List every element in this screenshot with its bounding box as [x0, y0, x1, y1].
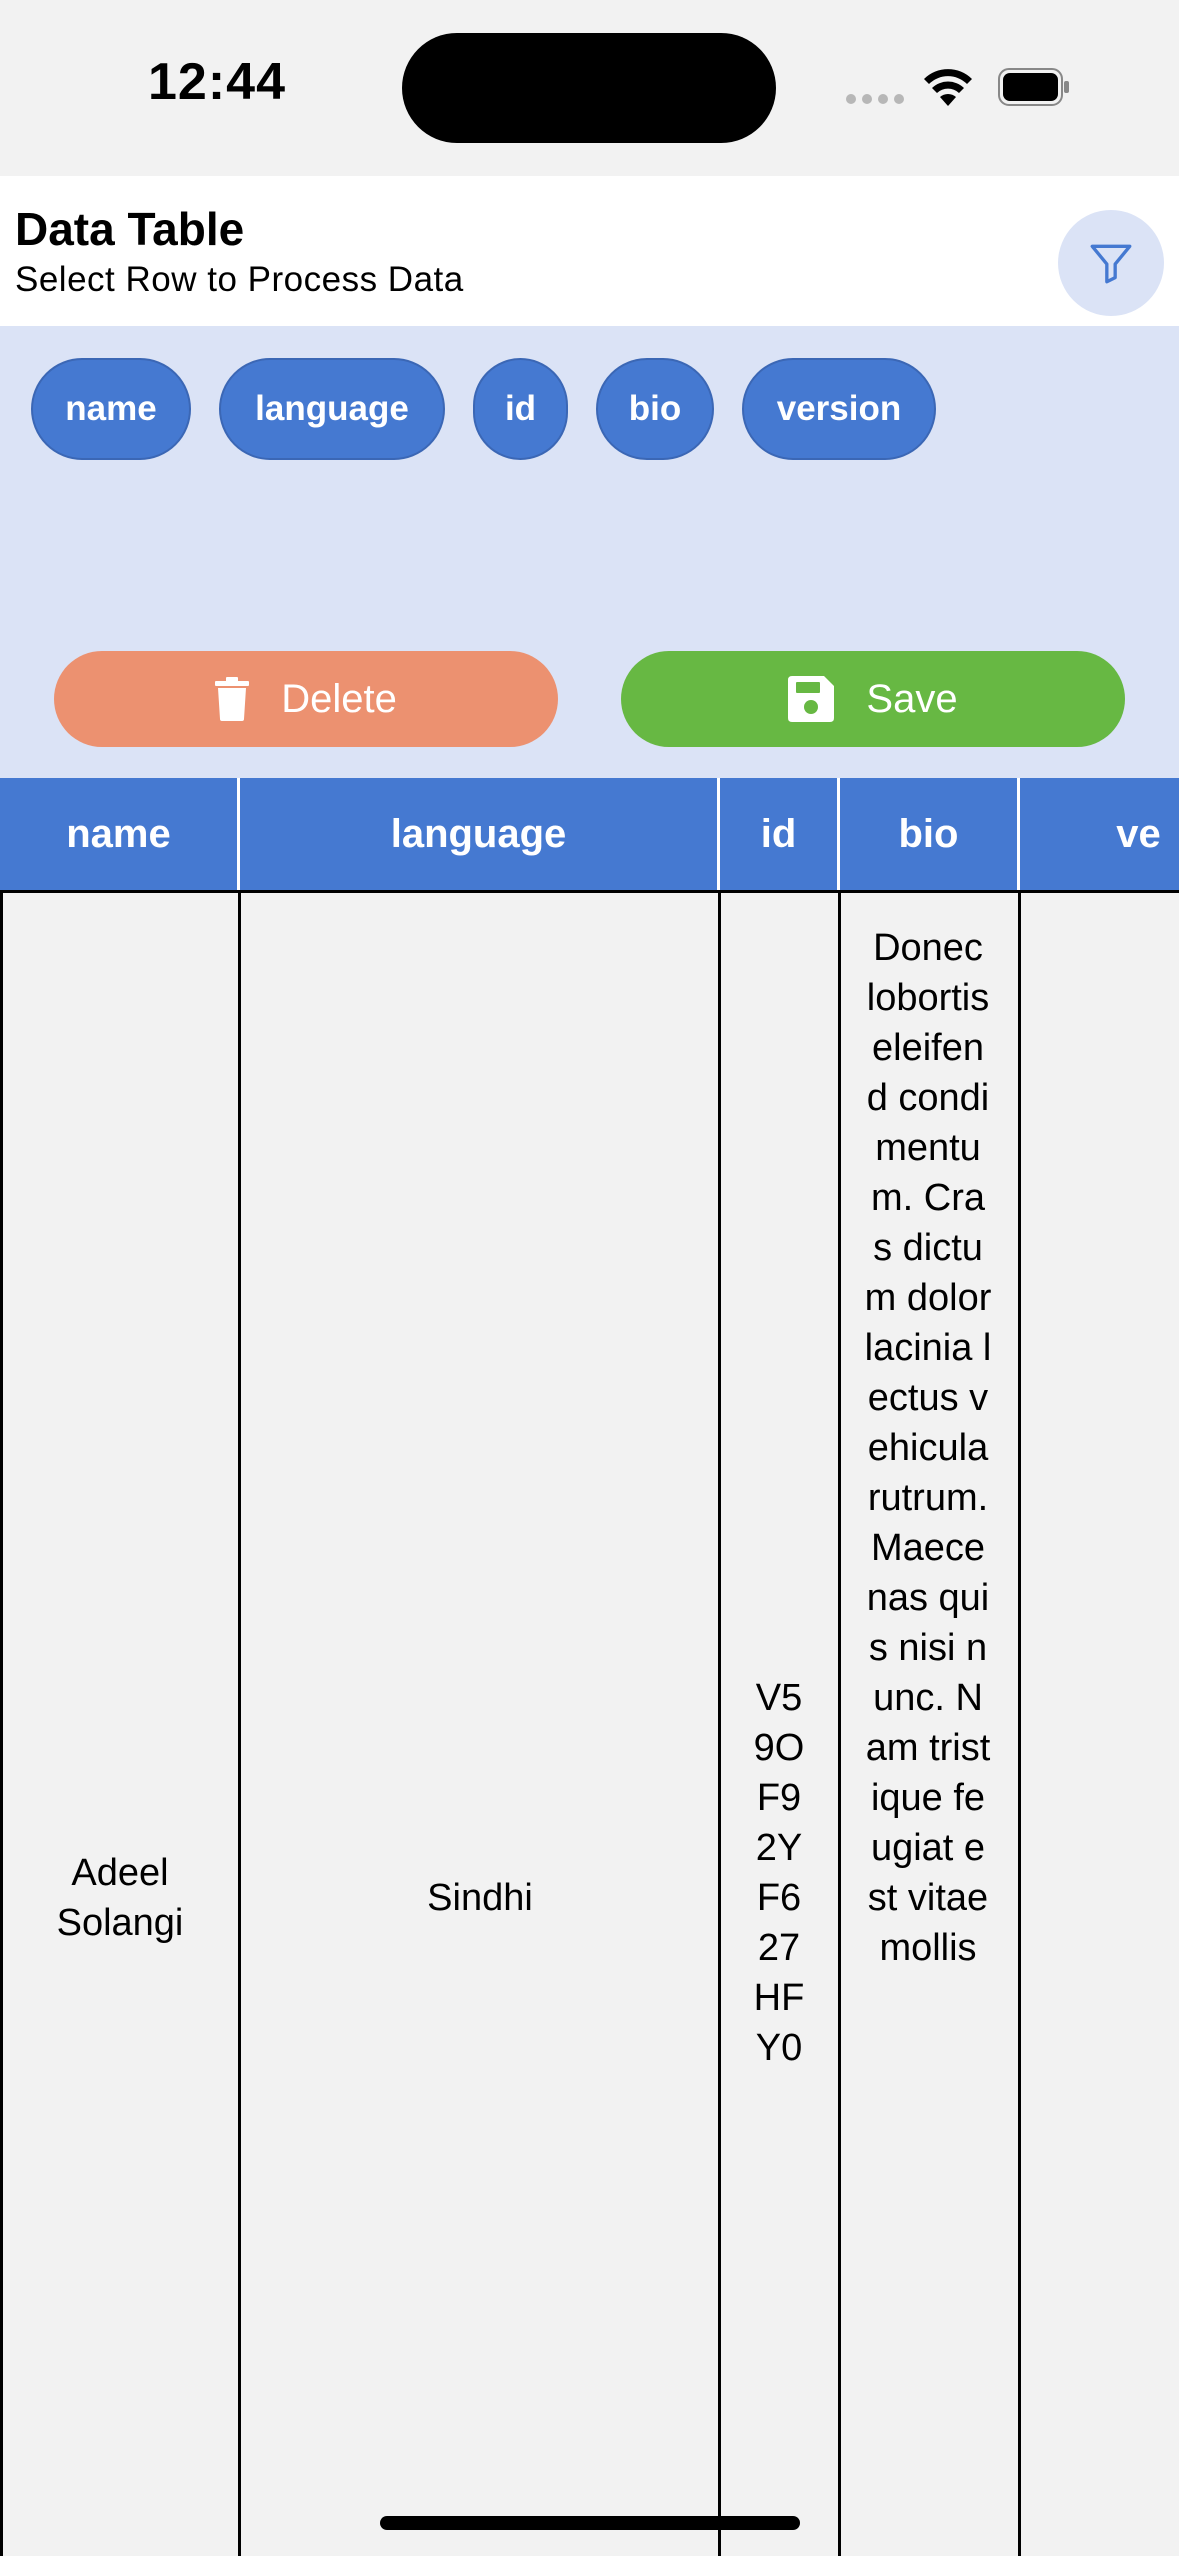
cell-id: V59OF92YF627HFY0	[753, 1677, 805, 2069]
delete-label: Delete	[281, 676, 397, 721]
chip-name[interactable]: name	[31, 358, 191, 460]
cell-bio: Donec lobortis eleifend condimentum. Cras dictum dolor lacinia lectus vehicula rutrum. Maecenas quis nisi nunc. Nam tristique feugiat est vitae mollis	[864, 927, 992, 1969]
cell-language: Sindhi	[427, 1877, 533, 1919]
chip-id[interactable]: id	[473, 358, 568, 460]
chip-version[interactable]: version	[742, 358, 936, 460]
data-table	[0, 778, 1179, 2556]
filter-icon	[1086, 238, 1136, 288]
cellular-signal-icon	[846, 94, 904, 104]
save-button[interactable]	[621, 651, 1125, 747]
column-selector-panel	[0, 326, 1179, 778]
status-time: 12:44	[148, 53, 286, 111]
column-header-bio[interactable]: bio	[840, 778, 1020, 890]
floppy-disk-icon	[788, 676, 834, 722]
filter-button[interactable]	[1058, 210, 1164, 316]
delete-button[interactable]	[54, 651, 558, 747]
cell-divider	[0, 893, 3, 2556]
cell-name: Adeel Solangi	[56, 1852, 184, 1944]
cell-divider	[238, 893, 241, 2556]
battery-icon	[998, 68, 1070, 106]
column-header-id[interactable]: id	[720, 778, 840, 890]
column-header-language[interactable]: language	[240, 778, 720, 890]
cell-divider	[718, 893, 721, 2556]
column-chips	[31, 358, 936, 460]
app-header	[0, 176, 1179, 326]
column-header-name[interactable]: name	[0, 778, 240, 890]
cell-divider	[838, 893, 841, 2556]
home-indicator	[380, 2516, 800, 2530]
save-label: Save	[866, 676, 958, 721]
cell-divider	[1018, 893, 1021, 2556]
trash-icon	[215, 677, 249, 721]
column-header-version[interactable]: ve	[1020, 778, 1179, 890]
chip-language[interactable]: language	[219, 358, 445, 460]
chip-bio[interactable]: bio	[596, 358, 714, 460]
page-subtitle: Select Row to Process Data	[15, 260, 464, 299]
page-title: Data Table	[15, 203, 245, 255]
dynamic-island	[402, 33, 776, 143]
wifi-icon	[921, 64, 975, 108]
status-bar	[0, 0, 1179, 176]
table-header	[0, 778, 1179, 893]
